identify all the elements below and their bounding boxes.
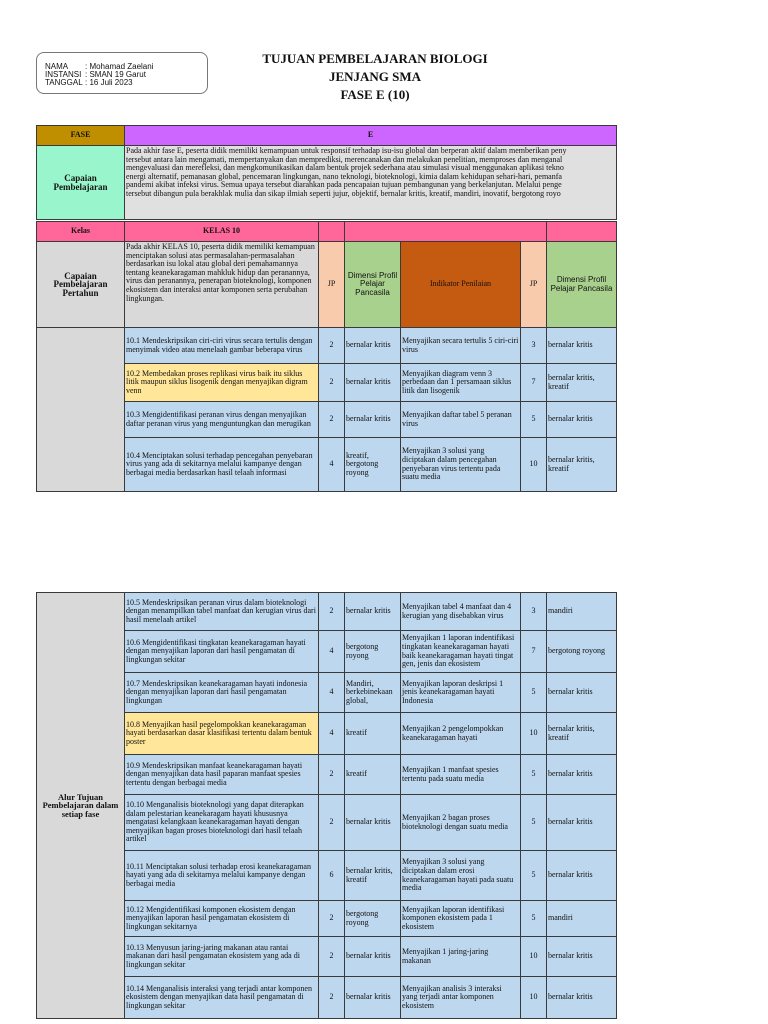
tp-dimension: Mandiri, berkebinekaan global, xyxy=(345,673,401,713)
jp-header-2: JP xyxy=(521,242,547,328)
indikator-dimension: bernalar kritis xyxy=(547,937,617,977)
tanggal-value: : 16 Juli 2023 xyxy=(85,78,133,87)
indikator-text: Menyajikan 3 solusi yang diciptakan dalam erosi keanekaragaman hayati pada suatu media xyxy=(401,851,521,901)
indikator-dimension: bernalar kritis xyxy=(547,328,617,364)
tp-text: 10.13 Menyusun jaring-jaring makanan atau rantai makanan dari hasil pengamatan ekosistem yang ada di lingkungan sekitar xyxy=(125,937,319,977)
indikator-jp: 5 xyxy=(521,795,547,851)
indikator-dimension: bernalar kritis xyxy=(547,402,617,438)
indikator-jp: 5 xyxy=(521,901,547,937)
dimension-header-2: Dimensi Profil Pelajar Pancasila xyxy=(547,242,617,328)
tp-text: 10.3 Mengidentifikasi peranan virus dengan menyajikan daftar peranan virus yang menguntungkan dan merugikan xyxy=(125,402,319,438)
dimension-header: Dimensi Profil Pelajar Pancasila xyxy=(345,242,401,328)
indikator-jp: 5 xyxy=(521,755,547,795)
tp-jp: 2 xyxy=(319,364,345,402)
indikator-jp: 10 xyxy=(521,713,547,755)
indikator-text: Menyajikan 2 pengelompokkan keanekaragaman hayati xyxy=(401,713,521,755)
tanggal-row xyxy=(45,79,207,87)
indikator-jp: 10 xyxy=(521,937,547,977)
cp-line: tersebut dibangun pula berakhlak mulia dan sikap ilmiah seperti jujur, objektif, bernalar kritis, kreatif, mandiri, inovatif, bergotong royo xyxy=(126,188,561,198)
indikator-dimension: mandiri xyxy=(547,901,617,937)
title-line-3: FASE E (10) xyxy=(340,87,410,102)
tp-text: 10.5 Mendeskripsikan peranan virus dalam bioteknologi dengan menampilkan tabel manfaat dan kerugian virus dari hasil menelaah artikel xyxy=(125,593,319,631)
document-title xyxy=(205,50,545,104)
cp-line: pandemi akibat infeksi virus. Semua upaya tersebut diarahkan pada pencapaian tujuan pembangunan yang berkelanjutan. Melalui penge xyxy=(126,180,562,190)
tp-jp: 2 xyxy=(319,977,345,1019)
tp-jp: 2 xyxy=(319,901,345,937)
tp-jp: 4 xyxy=(319,713,345,755)
indikator-text: Menyajikan 2 bagan proses bioteknologi dengan suatu media xyxy=(401,795,521,851)
learning-goals-table-top xyxy=(36,125,617,492)
indikator-dimension: bernalar kritis xyxy=(547,795,617,851)
indikator-dimension: bernalar kritis xyxy=(547,673,617,713)
tp-dimension: kreatif xyxy=(345,713,401,755)
identity-box xyxy=(36,52,208,94)
indikator-dimension: bergotong royong xyxy=(547,631,617,673)
tp-dimension: bernalar kritis xyxy=(345,402,401,438)
indikator-dimension: bernalar kritis xyxy=(547,755,617,795)
tp-text: 10.14 Menganalisis interaksi yang terjadi antar komponen ekosistem dengan menyajikan data hasil pengamatan di lingkungan sekitar xyxy=(125,977,319,1019)
indikator-jp: 10 xyxy=(521,438,547,492)
indikator-header: Indikator Penilaian xyxy=(401,242,521,328)
nama-value: : Mohamad Zaelani xyxy=(85,62,154,71)
tanggal-label: TANGGAL xyxy=(45,78,83,87)
tp-jp: 4 xyxy=(319,438,345,492)
indikator-text: Menyajikan 3 solusi yang diciptakan dalam pencegahan penyebaran virus tertentu pada suatu media xyxy=(401,438,521,492)
tp-text: 10.8 Menyajikan hasil pegelompokkan keanekaragaman hayati berdasarkan dasar klasifikasi tertentu dalam bentuk poster xyxy=(125,713,319,755)
tp-jp: 2 xyxy=(319,755,345,795)
tp-dimension: bergotong royong xyxy=(345,901,401,937)
kelas-label: Kelas xyxy=(37,222,125,242)
tp-jp: 2 xyxy=(319,402,345,438)
tp-text: 10.7 Mendeskripsikan keanekaragaman hayati indonesia dengan menyajikan laporan dari hasil pengamatan lingkungan xyxy=(125,673,319,713)
tp-dimension: bernalar kritis xyxy=(345,328,401,364)
tp-dimension: bernalar kritis xyxy=(345,977,401,1019)
indikator-dimension: bernalar kritis, kreatif xyxy=(547,438,617,492)
indikator-text: Menyajikan 1 manfaat spesies tertentu pada suatu media xyxy=(401,755,521,795)
tp-text: 10.2 Membedakan proses replikasi virus baik itu siklus litik maupun siklus lisogenik dengan menyajikan digram venn xyxy=(125,364,319,402)
indikator-dimension: bernalar kritis xyxy=(547,977,617,1019)
tp-jp: 2 xyxy=(319,328,345,364)
cpt-text: Pada akhir KELAS 10, peserta didik memiliki kemampuan menciptakan solusi atas permasalahan-permasalahan berdasarkan isu lokal atau global deri pemahamannya tentang keanekaragaman mahkluk hidup dan peranannya, virus dan peranannya, penerapan bioteknologi, komponen ekosistem dan interaksi antar komponen serta perubahan lingkungan. xyxy=(125,242,319,328)
kelas-value: KELAS 10 xyxy=(125,222,319,242)
tp-text: 10.9 Mendeskripsikan manfaat keanekaragaman hayati dengan menyajikan data hasil paparan manfaat spesies tertentu dengan berbagai media xyxy=(125,755,319,795)
indikator-text: Menyajikan laporan deskripsi 1 jenis keanekaragaman hayati Indonesia xyxy=(401,673,521,713)
tp-jp: 2 xyxy=(319,937,345,977)
tp-dimension: bernalar kritis xyxy=(345,593,401,631)
indikator-dimension: bernalar kritis, kreatif xyxy=(547,364,617,402)
tp-jp: 6 xyxy=(319,851,345,901)
title-line-1: TUJUAN PEMBELAJARAN BIOLOGI xyxy=(262,51,488,66)
cp-line: energi alternatif, pemanasan global, pencemaran lingkungan, nano teknologi, bioteknologi, kimia dalam kehidupan sehari-hari, pemanfa xyxy=(126,171,562,181)
indikator-text: Menyajikan 1 laporan indentifikasi tingkatan keanekaragaman hayati baik keanekaragaman hayati tingat gen, jenis dan ekosistem xyxy=(401,631,521,673)
cp-line: mengevaluasi dan merefleksi, dan mengkomunikasikan dalam bentuk projek sederhana atau simulasi visual menggunakan aplikasi tekno xyxy=(126,163,564,173)
fase-value: E xyxy=(125,126,617,146)
cp-line: tersebut antara lain mengamati, mempertanyakan dan memprediksi, merencanakan dan melakukan penelitian, memproses dan menganal xyxy=(126,154,563,164)
cp-line: Pada akhir fase E, peserta didik memiliki kemampuan untuk responsif terhadap isu-isu global dan berperan aktif dalam memberikan peny xyxy=(126,146,567,155)
fase-label: FASE xyxy=(37,126,125,146)
tp-dimension: kreatif, bergotong royong xyxy=(345,438,401,492)
indikator-text: Menyajikan diagram venn 3 perbedaan dan 1 persamaan siklus litik dan lisogenik xyxy=(401,364,521,402)
tp-dimension: bernalar kritis xyxy=(345,364,401,402)
nama-label: NAMA xyxy=(45,62,69,71)
tp-dimension: bernalar kritis, kreatif xyxy=(345,851,401,901)
cp-text xyxy=(125,146,617,220)
indikator-jp: 10 xyxy=(521,977,547,1019)
indikator-text: Menyajikan 1 jaring-jaring makanan xyxy=(401,937,521,977)
cpt-label: Capaian Pembelajaran Pertahun xyxy=(37,242,125,328)
tp-text: 10.12 Mengidentifikasi komponen ekosistem dengan menyajikan laporan hasil pengamatan ekosistem di lingkungan sekitarnya xyxy=(125,901,319,937)
tp-text: 10.1 Mendeskripsikan ciri-ciri virus secara tertulis dengan menyimak video atau menelaah gambar beberapa virus xyxy=(125,328,319,364)
indikator-text: Menyajikan analisis 3 interaksi yang terjadi antar komponen ekosistem xyxy=(401,977,521,1019)
left-blank xyxy=(37,328,125,492)
tp-dimension: kreatif xyxy=(345,755,401,795)
tp-text: 10.6 Mengidentifikasi tingkatan keanekaragaman hayati dengan menyajikan laporan dari hasil pengamatan di lingkungan sekitar xyxy=(125,631,319,673)
indikator-jp: 5 xyxy=(521,673,547,713)
alur-label: Alur Tujuan Pembelajaran dalam setiap fase xyxy=(37,593,125,1019)
tp-dimension: bernalar kritis xyxy=(345,795,401,851)
tp-text: 10.4 Menciptakan solusi terhadap pencegahan penyebaran virus yang ada di sekitarnya melalui kampanye dengan berbagai media berdasarkan hasil telaah informasi xyxy=(125,438,319,492)
kelas-blank xyxy=(345,222,547,242)
tp-jp: 2 xyxy=(319,795,345,851)
indikator-text: Menyajikan secara tertulis 5 ciri-ciri virus xyxy=(401,328,521,364)
indikator-jp: 5 xyxy=(521,402,547,438)
kelas-blank xyxy=(547,222,617,242)
learning-goals-table-bottom xyxy=(36,592,617,1019)
title-line-2: JENJANG SMA xyxy=(328,69,422,84)
instansi-label: INSTANSI xyxy=(45,70,82,79)
indikator-text: Menyajikan tabel 4 manfaat dan 4 kerugian yang disebabkan virus xyxy=(401,593,521,631)
indikator-text: Menyajikan laporan identifikasi komponen ekosistem pada 1 ekosistem xyxy=(401,901,521,937)
indikator-text: Menyajikan daftar tabel 5 peranan virus xyxy=(401,402,521,438)
indikator-dimension: mandiri xyxy=(547,593,617,631)
jp-header: JP xyxy=(319,242,345,328)
kelas-blank xyxy=(319,222,345,242)
tp-text: 10.11 Menciptakan solusi terhadap erosi keanekaragaman hayati yang ada di sekitarnya melalui kampanye dengan berbagai media xyxy=(125,851,319,901)
tp-jp: 4 xyxy=(319,631,345,673)
indikator-jp: 3 xyxy=(521,593,547,631)
indikator-dimension: bernalar kritis, kreatif xyxy=(547,713,617,755)
cp-label: Capaian Pembelajaran xyxy=(37,146,125,220)
indikator-jp: 7 xyxy=(521,364,547,402)
tp-jp: 2 xyxy=(319,593,345,631)
indikator-jp: 5 xyxy=(521,851,547,901)
tp-text: 10.10 Menganalisis bioteknologi yang dapat diterapkan dalam pelestarian keanekaragam hayati khususnya mengatasi kelangkaan keanekaragaman hayati dengan menyajikan bagan proses bioteknologi dari hasil telaah artikel xyxy=(125,795,319,851)
indikator-jp: 3 xyxy=(521,328,547,364)
indikator-jp: 7 xyxy=(521,631,547,673)
indikator-dimension: bernalar kritis xyxy=(547,851,617,901)
tp-jp: 4 xyxy=(319,673,345,713)
tp-dimension: bergotong royong xyxy=(345,631,401,673)
instansi-value: : SMAN 19 Garut xyxy=(85,70,146,79)
tp-dimension: bernalar kritis xyxy=(345,937,401,977)
